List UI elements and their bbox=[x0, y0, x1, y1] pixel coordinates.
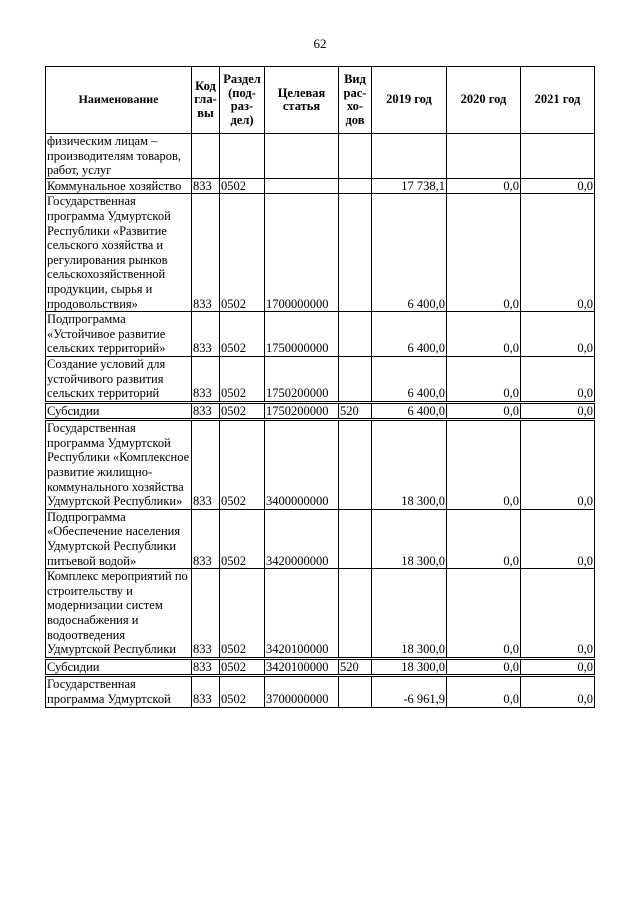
row-2020 bbox=[447, 134, 521, 179]
row-2020: 0,0 bbox=[447, 402, 521, 420]
header-name: Наименование bbox=[46, 67, 192, 134]
row-2019 bbox=[372, 134, 447, 179]
row-name: Создание условий для устойчивого развития сельских территорий bbox=[46, 356, 192, 402]
row-section: 0502 bbox=[220, 194, 265, 312]
table-row bbox=[46, 420, 595, 510]
row-2019: 6 400,0 bbox=[372, 194, 447, 312]
header-expense-type: Вид рас- хо- дов bbox=[339, 67, 372, 134]
row-code: 833 bbox=[192, 312, 220, 357]
row-2021: 0,0 bbox=[521, 402, 595, 420]
row-name: Государственная программа Удмуртской bbox=[46, 676, 192, 707]
row-2019: 18 300,0 bbox=[372, 420, 447, 510]
row-name: Государственная программа Удмуртской Республики «Комплексное развитие жилищно-коммунального хозяйства Удмуртской Республики» bbox=[46, 420, 192, 510]
table-row bbox=[46, 569, 595, 659]
row-2021: 0,0 bbox=[521, 312, 595, 357]
row-2021 bbox=[521, 134, 595, 179]
row-expense-type bbox=[339, 312, 372, 357]
row-expense-type bbox=[339, 194, 372, 312]
row-2021: 0,0 bbox=[521, 676, 595, 707]
row-expense-type bbox=[339, 356, 372, 402]
table-row bbox=[46, 402, 595, 420]
row-2019: 18 300,0 bbox=[372, 658, 447, 676]
row-target: 3420100000 bbox=[265, 658, 339, 676]
row-expense-type: 520 bbox=[339, 402, 372, 420]
row-code: 833 bbox=[192, 178, 220, 194]
row-target bbox=[265, 178, 339, 194]
row-code: 833 bbox=[192, 509, 220, 568]
table-row bbox=[46, 509, 595, 568]
row-2021: 0,0 bbox=[521, 658, 595, 676]
row-expense-type bbox=[339, 569, 372, 659]
row-target: 1750200000 bbox=[265, 356, 339, 402]
budget-table bbox=[45, 66, 595, 708]
row-expense-type: 520 bbox=[339, 658, 372, 676]
row-section: 0502 bbox=[220, 658, 265, 676]
header-2020: 2020 год bbox=[447, 67, 521, 134]
header-code: Код гла- вы bbox=[192, 67, 220, 134]
row-code: 833 bbox=[192, 420, 220, 510]
row-2019: 17 738,1 bbox=[372, 178, 447, 194]
row-target: 1700000000 bbox=[265, 194, 339, 312]
row-code: 833 bbox=[192, 194, 220, 312]
row-section: 0502 bbox=[220, 676, 265, 707]
row-2020: 0,0 bbox=[447, 676, 521, 707]
row-2020: 0,0 bbox=[447, 658, 521, 676]
table-row bbox=[46, 356, 595, 402]
row-name: Комплекс мероприятий по строительству и модернизации систем водоснабжения и водоотведения Удмуртской Республики bbox=[46, 569, 192, 659]
header-row bbox=[46, 67, 595, 134]
row-name: Субсидии bbox=[46, 402, 192, 420]
row-2021: 0,0 bbox=[521, 356, 595, 402]
row-code: 833 bbox=[192, 356, 220, 402]
page-number: 62 bbox=[313, 36, 327, 51]
row-name: Субсидии bbox=[46, 658, 192, 676]
row-target: 1750200000 bbox=[265, 402, 339, 420]
row-2021: 0,0 bbox=[521, 178, 595, 194]
row-expense-type bbox=[339, 676, 372, 707]
row-name: физическим лицам – производителям товаров, работ, услуг bbox=[46, 134, 192, 179]
row-name: Коммунальное хозяйство bbox=[46, 178, 192, 194]
row-section: 0502 bbox=[220, 356, 265, 402]
row-2020: 0,0 bbox=[447, 569, 521, 659]
header-section: Раздел (под- раз- дел) bbox=[220, 67, 265, 134]
row-code: 833 bbox=[192, 658, 220, 676]
row-section: 0502 bbox=[220, 312, 265, 357]
row-target: 3700000000 bbox=[265, 676, 339, 707]
row-2020: 0,0 bbox=[447, 312, 521, 357]
table-row bbox=[46, 676, 595, 707]
row-2019: 6 400,0 bbox=[372, 312, 447, 357]
table-row bbox=[46, 178, 595, 194]
row-target: 3400000000 bbox=[265, 420, 339, 510]
row-code: 833 bbox=[192, 569, 220, 659]
header-2021: 2021 год bbox=[521, 67, 595, 134]
row-section bbox=[220, 134, 265, 179]
row-2020: 0,0 bbox=[447, 194, 521, 312]
row-expense-type bbox=[339, 178, 372, 194]
row-2019: 18 300,0 bbox=[372, 509, 447, 568]
row-code bbox=[192, 134, 220, 179]
row-2021: 0,0 bbox=[521, 509, 595, 568]
row-code: 833 bbox=[192, 402, 220, 420]
row-expense-type bbox=[339, 420, 372, 510]
row-section: 0502 bbox=[220, 509, 265, 568]
table-row bbox=[46, 134, 595, 179]
row-name: Подпрограмма «Устойчивое развитие сельских территорий» bbox=[46, 312, 192, 357]
row-2020: 0,0 bbox=[447, 178, 521, 194]
row-2021: 0,0 bbox=[521, 194, 595, 312]
header-target: Целевая статья bbox=[265, 67, 339, 134]
row-section: 0502 bbox=[220, 569, 265, 659]
row-section: 0502 bbox=[220, 402, 265, 420]
row-2021: 0,0 bbox=[521, 569, 595, 659]
row-name: Государственная программа Удмуртской Республики «Развитие сельского хозяйства и регулирования рынков сельскохозяйственной продукции, сырья и продовольствия» bbox=[46, 194, 192, 312]
table-row bbox=[46, 194, 595, 312]
row-2020: 0,0 bbox=[447, 509, 521, 568]
table-row bbox=[46, 312, 595, 357]
row-expense-type bbox=[339, 134, 372, 179]
row-expense-type bbox=[339, 509, 372, 568]
row-target: 3420100000 bbox=[265, 569, 339, 659]
table-row bbox=[46, 658, 595, 676]
row-section: 0502 bbox=[220, 420, 265, 510]
row-2020: 0,0 bbox=[447, 420, 521, 510]
row-2019: 18 300,0 bbox=[372, 569, 447, 659]
row-target: 1750000000 bbox=[265, 312, 339, 357]
row-section: 0502 bbox=[220, 178, 265, 194]
header-2019: 2019 год bbox=[372, 67, 447, 134]
row-name: Подпрограмма «Обеспечение населения Удмуртской Республики питьевой водой» bbox=[46, 509, 192, 568]
row-code: 833 bbox=[192, 676, 220, 707]
row-2019: 6 400,0 bbox=[372, 356, 447, 402]
row-target: 3420000000 bbox=[265, 509, 339, 568]
row-2020: 0,0 bbox=[447, 356, 521, 402]
row-2021: 0,0 bbox=[521, 420, 595, 510]
row-target bbox=[265, 134, 339, 179]
row-2019: 6 400,0 bbox=[372, 402, 447, 420]
row-2019: -6 961,9 bbox=[372, 676, 447, 707]
